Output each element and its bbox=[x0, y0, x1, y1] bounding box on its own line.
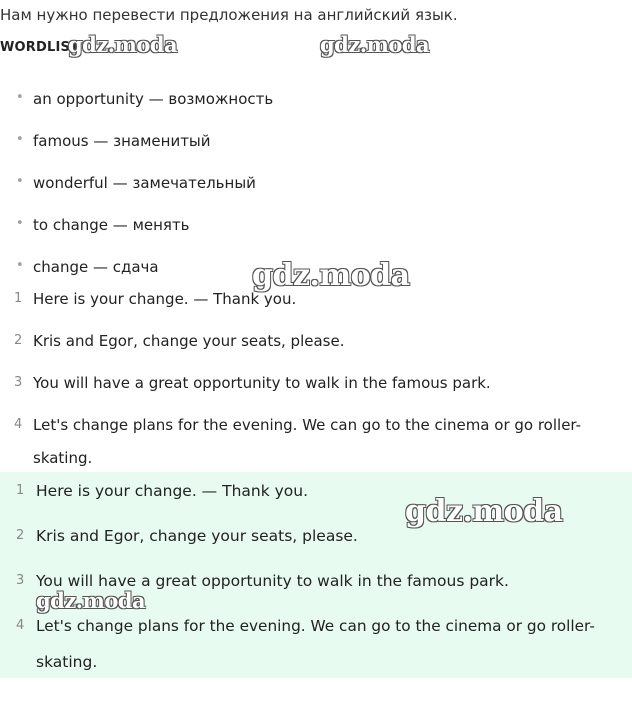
watermark-logo: gdz.moda bbox=[320, 32, 430, 57]
sentence-text: Here is your change. — Thank you. bbox=[33, 290, 297, 308]
watermark-logo: gdz.moda bbox=[36, 588, 146, 613]
task-instruction: Нам нужно перевести предложения на английский язык. bbox=[0, 6, 458, 24]
answer-text: Let's change plans for the evening. We can go to the cinema or go roller- bbox=[36, 617, 595, 635]
wordlist-item: • famous — знаменитый bbox=[33, 132, 211, 150]
wordlist-item: • change — сдача bbox=[33, 258, 159, 276]
sentence-number: 2 bbox=[14, 333, 23, 348]
watermark-logo: gdz.moda bbox=[68, 32, 178, 57]
sentence-text: You will have a great opportunity to walk in the famous park. bbox=[33, 374, 491, 392]
answer-text-continuation: skating. bbox=[36, 653, 98, 671]
answer-number: 4 bbox=[16, 618, 25, 633]
answer-number: 2 bbox=[16, 528, 25, 543]
sentence-number: 4 bbox=[14, 417, 23, 432]
answer-text: Kris and Egor, change your seats, please. bbox=[36, 527, 358, 545]
watermark-logo: gdz.moda bbox=[405, 494, 563, 529]
wordlist-item: • an opportunity — возможность bbox=[33, 90, 273, 108]
answer-text: Here is your change. — Thank you. bbox=[36, 482, 309, 500]
sentence-text-continuation: skating. bbox=[33, 449, 93, 467]
wordlist-heading: WORDLIST bbox=[0, 40, 80, 55]
answer-number: 1 bbox=[16, 483, 25, 498]
sentence-text: Kris and Egor, change your seats, please. bbox=[33, 332, 345, 350]
answer-box bbox=[0, 472, 632, 678]
wordlist-item: • wonderful — замечательный bbox=[33, 174, 256, 192]
answer-text: You will have a great opportunity to walk in the famous park. bbox=[36, 572, 509, 590]
sentence-number: 3 bbox=[14, 375, 23, 390]
wordlist-item: • to change — менять bbox=[33, 216, 190, 234]
answer-number: 3 bbox=[16, 573, 25, 588]
sentence-text: Let's change plans for the evening. We can go to the cinema or go roller- bbox=[33, 416, 582, 434]
watermark-logo: gdz.moda bbox=[252, 258, 410, 293]
sentence-number: 1 bbox=[14, 291, 23, 306]
